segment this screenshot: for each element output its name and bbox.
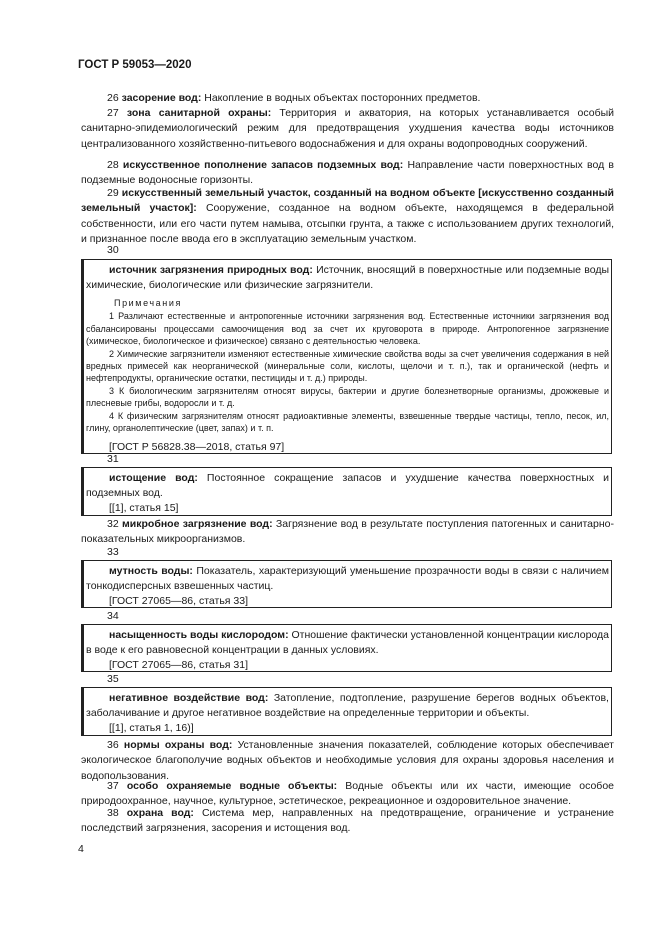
source-reference-34: [ГОСТ 27065—86, статья 31] bbox=[109, 659, 248, 672]
note-3: 3 К биологическим загрязнителям относят вирусы, бактерии и другие болезнетворные организмы, дрожжевые и плесневые грибы, водоросли и т. д. bbox=[86, 385, 609, 409]
source-reference-35: [[1], статья 1, 16)] bbox=[109, 722, 194, 735]
note-1: 1 Различают естественные и антропогенные источники загрязнения вод. Естественные источники загрязнения вод сбалансированы процессами самоочищения вод за счет их круговорота в природе. Антропогенное загрязнение (химическое, биологическое и физическое) связано с деятельностью человека. bbox=[86, 311, 609, 347]
term-27: 27 зона санитарной охраны: Территория и акватория, на которых устанавливается особый санитарно-эпидемиологический режим для предотвращения ухудшения качества воды источников централизованного хозяйственно-питьевого водоснабжения и для охраны водопроводных сооружений. bbox=[81, 107, 614, 150]
term-28: 28 искусственное пополнение запасов подземных вод: Направление части поверхностных вод в подземные водоносные горизонты. bbox=[81, 159, 615, 187]
note-2: 2 Химические загрязнители изменяют естественные химические свойства воды за счет увеличения содержания в ней вредных примесей как неорганической (минеральные соли, кислоты, щелочи и т. п.), так и органической (нефть и нефтепродукты, органические остатки, пестициды и т. д.) природы. bbox=[86, 348, 609, 384]
document-header: ГОСТ Р 59053—2020 bbox=[78, 59, 192, 71]
entry-number-34: 34 bbox=[107, 610, 119, 622]
note-4: 4 К физическим загрязнителям относят радиоактивные элементы, взвешенные твердые частицы, тепло, песок, ил, глину, органолептические (цвет, запах) и т. п. bbox=[86, 410, 609, 434]
term-36: 36 нормы охраны вод: Установленные значения показателей, соблюдение которых обеспечивает экологическое благополучие водных объектов и необходимые условия для охраны здоровья населения и водопользования. bbox=[81, 739, 614, 782]
term-38: 38 охрана вод: Система мер, направленных на предотвращение, ограничение и устранение последствий загрязнения, засорения и истощения вод. bbox=[81, 807, 614, 835]
entry-number-33: 33 bbox=[107, 546, 119, 558]
term-box-30 bbox=[81, 259, 612, 454]
term-box-34 bbox=[81, 624, 612, 672]
term-26: 26 засорение вод: Накопление в водных объектах посторонних предметов. bbox=[107, 92, 481, 104]
definition-33: мутность воды: Показатель, характеризующий уменьшение прозрачности воды в связи с наличием тонкодисперсных взвешенных частиц. bbox=[86, 565, 609, 593]
notes-title: Примечания bbox=[114, 298, 182, 309]
entry-number-30: 30 bbox=[107, 244, 119, 256]
definition-31: истощение вод: Постоянное сокращение запасов и ухудшение качества поверхностных и подземных вод. bbox=[86, 472, 610, 500]
definition-35: негативное воздействие вод: Затопление, подтопление, разрушение берегов водных объектов, заболачивание и другое негативное воздействие на определенные территории и объекты. bbox=[86, 692, 609, 720]
source-reference-30: [ГОСТ Р 56828.38—2018, статья 97] bbox=[109, 441, 285, 454]
entry-number-31: 31 bbox=[107, 453, 119, 465]
entry-number-35: 35 bbox=[107, 673, 119, 685]
term-box-31 bbox=[81, 467, 612, 516]
source-reference-31: [[1], статья 15] bbox=[109, 502, 179, 515]
definition-30: источник загрязнения природных вод: Источник, вносящий в поверхностные или подземные воды химические, биологические или физические загрязнители. bbox=[86, 264, 610, 292]
term-37: 37 особо охраняемые водные объекты: Водные объекты или их части, имеющие особое природоохранное, научное, культурное, эстетическое, рекреационное и оздоровительное значение. bbox=[81, 780, 614, 808]
term-box-35 bbox=[81, 687, 612, 736]
definition-34: насыщенность воды кислородом: Отношение фактически установленной концентрации кислорода в воде к его равновесной концентрации в данных условиях. bbox=[86, 629, 609, 657]
source-reference-33: [ГОСТ 27065—86, статья 33] bbox=[109, 595, 248, 608]
term-32: 32 микробное загрязнение вод: Загрязнение вод в результате поступления патогенных и санитарно-показательных микроорганизмов. bbox=[81, 518, 614, 546]
term-box-33 bbox=[81, 560, 612, 608]
page-number: 4 bbox=[78, 843, 84, 855]
term-29: 29 искусственный земельный участок, созданный на водном объекте [искусственно созданный земельный участок]: Сооружение, созданное на водном объекте, находящемся в федеральной собственности, или его части путем намыва, отсыпки грунта, а также с использованием других технологий, и признанное после ввода его в эксплуатацию земельным участком. bbox=[81, 187, 615, 245]
